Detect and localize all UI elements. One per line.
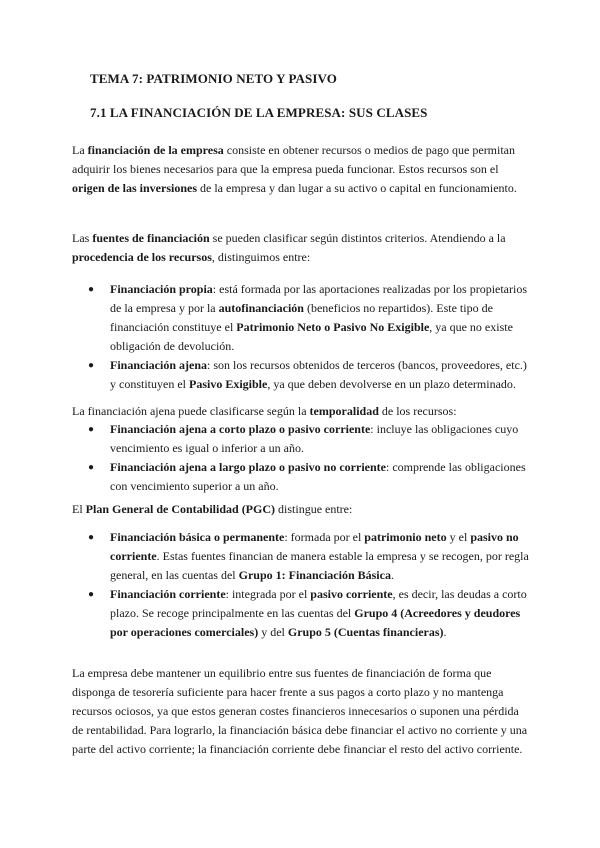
list-item: ● Financiación corriente: integrada por el pasivo corriente, es decir, las deudas a corto plazo. Se recoge principalmente en las cuentas del Grupo 4 (Acreedores y deudores por operaciones comerciales) y del Grupo 5 (Cuentas financieras).: [88, 587, 527, 639]
list-temporalidad: [72, 420, 530, 496]
list-item: ● Financiación propia: está formada por las aportaciones realizadas por los propietarios de la empresa y por la autofinanciación (beneficios no repartidos). Este tipo de financiación constituye el Patrimonio Neto o Pasivo No Exigible, ya que no existe obligación de devolución.: [88, 282, 528, 353]
paragraph-pgc: El Plan General de Contabilidad (PGC) distingue entre:: [72, 502, 353, 516]
section-title: 7.1 LA FINANCIACIÓN DE LA EMPRESA: SUS CLASES: [90, 105, 428, 120]
list-item: ● Financiación ajena a corto plazo o pasivo corriente: incluye las obligaciones cuyo vencimiento es igual o inferior a un año.: [88, 422, 519, 455]
bullet-icon: ●: [88, 284, 95, 295]
paragraph-financiacion-definicion: La financiación de la empresa consiste en obtener recursos o medios de pago que permitan adquirir los bienes necesarios para que la empresa pueda funcionar. Estos recursos son el origen de las inversiones de la empresa y dan lugar a su activo o capital en funcionamiento.: [72, 143, 517, 195]
paragraph-fuentes-financiacion: Las fuentes de financiación se pueden clasificar según distintos criterios. Atendiendo a la procedencia de los recursos, distinguimos entre:: [72, 231, 506, 264]
bullet-icon: ●: [88, 589, 95, 600]
list-item: ● Financiación básica o permanente: formada por el patrimonio neto y el pasivo no corriente. Estas fuentes financian de manera estable la empresa y se recogen, por regla general, en las cuentas del Grupo 1: Financiación Básica.: [88, 530, 529, 582]
bullet-icon: ●: [88, 360, 95, 371]
chapter-title: TEMA 7: PATRIMONIO NETO Y PASIVO: [90, 71, 337, 86]
list-procedencia: [72, 280, 530, 394]
list-item: ● Financiación ajena a largo plazo o pasivo no corriente: comprende las obligaciones con vencimiento superior a un año.: [88, 460, 526, 493]
paragraph-temporalidad: La financiación ajena puede clasificarse según la temporalidad de los recursos:: [72, 404, 457, 418]
list-pgc: [72, 528, 530, 642]
bullet-icon: ●: [88, 532, 95, 543]
bullet-icon: ●: [88, 424, 95, 435]
paragraph-equilibrio: La empresa debe mantener un equilibrio entre sus fuentes de financiación de forma que disponga de tesorería suficiente para hacer frente a sus pagos a corto plazo y no mantenga recursos ociosos, ya que estos generan costes financieros innecesarios o suponen una pérdida de rentabilidad. Para lograrlo, la financiación básica debe financiar el activo no corriente y una parte del activo corriente; la financiación corriente debe financiar el resto del activo corriente.: [72, 666, 528, 756]
list-item: ● Financiación ajena: son los recursos obtenidos de terceros (bancos, proveedores, etc.) y constituyen el Pasivo Exigible, ya que deben devolverse en un plazo determinado.: [88, 358, 527, 391]
bullet-icon: ●: [88, 462, 95, 473]
